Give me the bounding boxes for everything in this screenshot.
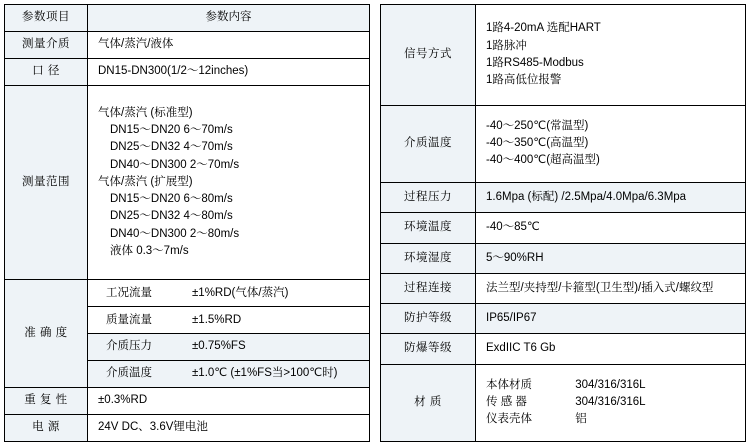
table-row [5, 58, 370, 85]
row-label-explosion-class: 防爆等级 [381, 334, 476, 364]
row-value-signal [476, 5, 746, 106]
table-row [381, 273, 746, 303]
row-value-protection-class: IP65/IP67 [476, 304, 746, 334]
row-value-process-connection: 法兰型/夹持型/卡箍型(卫生型)/插入式/螺纹型 [476, 273, 746, 303]
row-value-material [476, 364, 746, 441]
row-label-process-pressure: 过程压力 [381, 182, 476, 212]
accuracy-key: 工况流量 [106, 286, 152, 299]
row-value-range [88, 85, 370, 279]
signal-line: 1路脉冲 [486, 39, 527, 52]
accuracy-row-working-flow [88, 280, 370, 307]
header-cell-parameter: 参数项目 [5, 5, 88, 32]
row-label-material: 材 质 [381, 364, 476, 441]
signal-line: 1路高低位报警 [486, 74, 562, 87]
material-item [486, 377, 741, 394]
accuracy-row-mass-flow [88, 307, 370, 334]
range-line: 液体 0.3～7m/s [110, 244, 189, 257]
accuracy-key: 介质温度 [106, 367, 152, 380]
table-row-accuracy [5, 280, 370, 307]
table-row [5, 388, 370, 415]
material-value: 304/316/316L [575, 396, 646, 409]
row-label-signal: 信号方式 [381, 5, 476, 106]
range-line: 气体/蒸汽 (扩展型) [98, 175, 193, 188]
accuracy-row-medium-pressure [88, 334, 370, 361]
range-line: 气体/蒸汽 (标准型) [98, 106, 193, 119]
row-value-ambient-humidity: 5～90%RH [476, 243, 746, 273]
medium-temp-line: -40～350℃(高温型) [486, 137, 589, 150]
accuracy-value: ±1%RD(气体/蒸汽) [192, 286, 289, 299]
row-label-process-connection: 过程连接 [381, 273, 476, 303]
row-label-medium-temp: 介质温度 [381, 105, 476, 182]
row-label-power: 电 源 [5, 415, 88, 442]
table-row [381, 243, 746, 273]
table-row-signal [381, 5, 746, 106]
row-value-explosion-class: ExdIIC T6 Gb [476, 334, 746, 364]
range-line: DN40～DN300 2～80m/s [110, 227, 240, 240]
material-item [486, 411, 741, 428]
range-line: DN40～DN300 2～70m/s [110, 158, 240, 171]
row-label-ambient-humidity: 环境湿度 [381, 243, 476, 273]
table-header-row [5, 5, 370, 32]
accuracy-value: ±1.5%RD [192, 313, 242, 326]
row-label-repeatability: 重 复 性 [5, 388, 88, 415]
row-value-power: 24V DC、3.6V锂电池 [88, 415, 370, 442]
table-row-medium-temp [381, 105, 746, 182]
material-value: 铝 [575, 413, 587, 426]
table-row-range [5, 85, 370, 279]
row-label-medium: 测量介质 [5, 32, 88, 59]
medium-temp-line: -40～400℃(超高温型) [486, 154, 600, 167]
row-label-ambient-temp: 环境温度 [381, 213, 476, 243]
table-row [5, 415, 370, 442]
row-value-ambient-temp: -40～85℃ [476, 213, 746, 243]
accuracy-key: 质量流量 [106, 313, 152, 326]
row-label-range: 测量范围 [5, 85, 88, 279]
material-value: 304/316/316L [575, 378, 646, 391]
range-line: DN15～DN20 6～70m/s [110, 124, 233, 137]
material-key: 本体材质 [486, 378, 532, 391]
table-row [5, 32, 370, 59]
row-value-diameter: DN15-DN300(1/2～12inches) [88, 58, 370, 85]
accuracy-value: ±1.0℃ (±1%FS当>100℃时) [192, 367, 338, 380]
material-key: 传 感 器 [486, 396, 527, 409]
table-row-material [381, 364, 746, 441]
row-value-repeatability: ±0.3%RD [88, 388, 370, 415]
row-value-medium-temp [476, 105, 746, 182]
signal-line: 1路4-20mA 选配HART [486, 22, 601, 35]
left-spec-table [4, 4, 370, 442]
table-row [381, 213, 746, 243]
medium-temp-line: -40～250℃(常温型) [486, 119, 589, 132]
row-label-protection-class: 防护等级 [381, 304, 476, 334]
row-value-medium: 气体/蒸汽/液体 [88, 32, 370, 59]
table-row [381, 304, 746, 334]
accuracy-value: ±0.75%FS [192, 340, 246, 353]
accuracy-key: 介质压力 [106, 340, 152, 353]
table-row [381, 182, 746, 212]
signal-line: 1路RS485-Modbus [486, 56, 584, 69]
row-label-diameter: 口 径 [5, 58, 88, 85]
right-spec-table [380, 4, 746, 442]
range-line: DN15～DN20 6～80m/s [110, 193, 233, 206]
row-value-process-pressure: 1.6Mpa (标配) /2.5Mpa/4.0Mpa/6.3Mpa [476, 182, 746, 212]
row-label-accuracy: 准 确 度 [5, 280, 88, 388]
accuracy-row-medium-temp [88, 361, 370, 388]
material-item [486, 394, 741, 411]
table-row [381, 334, 746, 364]
range-line: DN25～DN32 4～80m/s [110, 210, 233, 223]
range-line: DN25～DN32 4～70m/s [110, 141, 233, 154]
header-cell-content: 参数内容 [88, 5, 370, 32]
material-key: 仪表壳体 [486, 413, 532, 426]
